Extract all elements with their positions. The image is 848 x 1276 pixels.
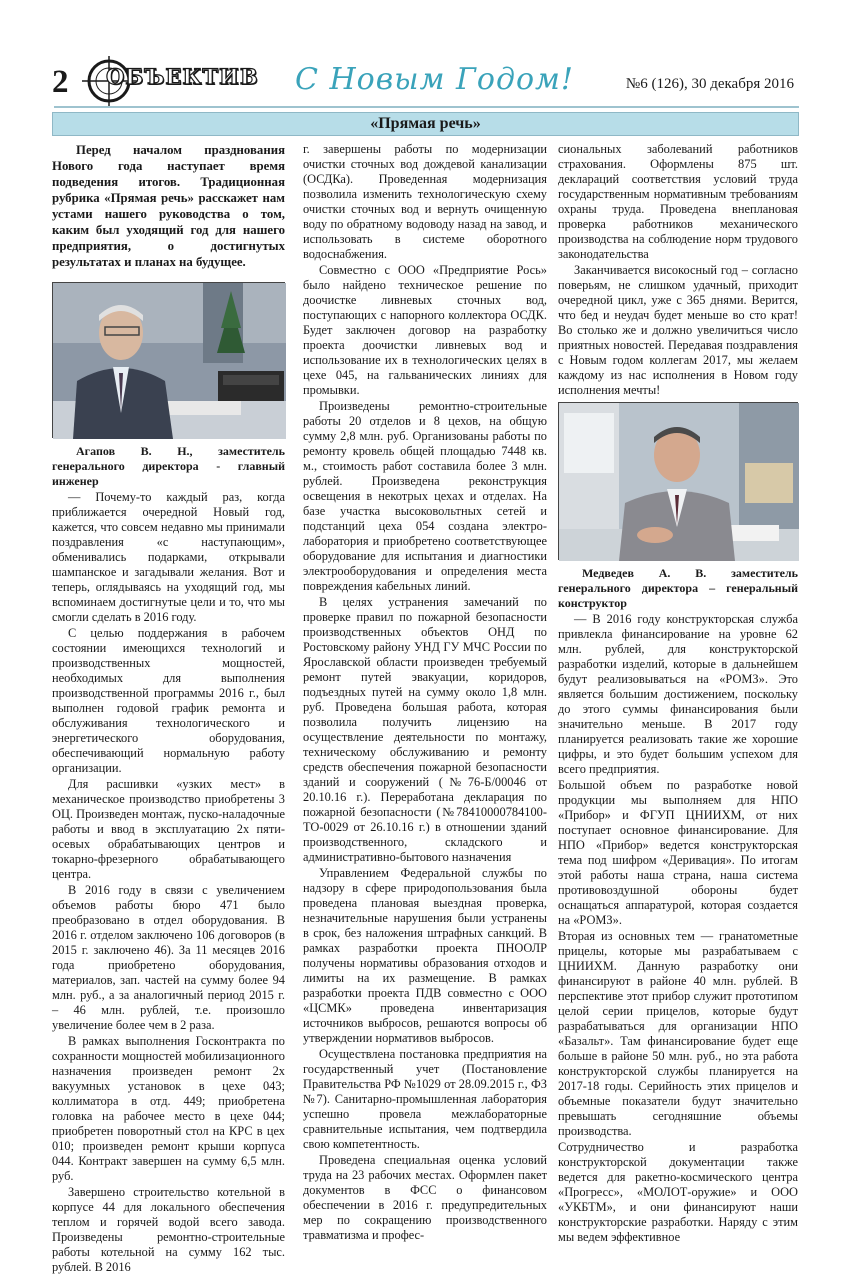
newspaper-logo xyxy=(76,56,286,104)
rubric-title: «Прямая речь» xyxy=(370,115,481,132)
col3-paragraph: Заканчивается високосный год – согласно поверьям, не слишком удачный, приходит очередной цикл, уже с 365 днями. Верится, что бед и неудач будет меньше во сто крат! Во столько же и должно увеличиться число приятных новостей. Передавая поздравления с Новым годом коллегам 2017, мы желаем каждому из нас исполнения в Новом году исполнения мечты! xyxy=(558,263,798,397)
photo-medvedev xyxy=(558,402,798,560)
col2-paragraph: Совместно с ООО «Предприятие Рось» было найдено техническое решение по доочистке ливневых сточных вод, поступающих с напорного коллектора ОСДК. Будет заключен договор на разработку проекта доочистки ливневых вод и использование их в технологических целях в цехе 045, на гальванических линиях для промывки. xyxy=(303,263,547,397)
col1-paragraph: Завершено строительство котельной в корпусе 44 для локального обеспечения теплом и горячей водой всего завода. Произведены ремонтно-строительные работы котельной на сумму 162 тыс. рублей. В 2016 xyxy=(52,1185,285,1274)
col1-paragraph: В 2016 году в связи с увеличением объемов работы бюро 471 было преобразовано в отдел оборудования. В 2016 г. отделом заключено 106 договоров (в 2015 г. заключено 46). За 11 месяцев 2016 года приобретено оборудования, материалов, зап. частей на сумму более 94 млн. руб., а за аналогичный период 2015 г. – 46 млн. рублей, т.е. произошло увеличение более чем в 2 раза. xyxy=(52,883,285,1032)
col2-paragraph: Проведена специальная оценка условий труда на 23 рабочих местах. Оформлен пакет документов в ФСС о финансовом обеспечении в 2016 г. предупредительных мер по сокращению производственного травматизма и профес- xyxy=(303,1153,547,1242)
column-1 xyxy=(52,142,285,1276)
intro-text: Перед началом празднования Нового года наступает время подведения итогов. Традиционная рубрика «Прямая речь» расскажет нам устами нашего руководства о том, каким был уходящий год для нашего предприятия, о достигнутых результатах и планах на будущее. xyxy=(52,143,285,269)
column-3 xyxy=(558,142,798,1246)
col3-paragraph: Большой объем по разработке новой продукции мы выполняем для НПО «Прибор» и ФГУП ЦНИИХМ, от них поступает основное финансирование. Для НПО «Прибор» ведется конструкторская тема под шифром «Деривация». По итогам этой работы наша страна, наша система противовоздушной обороны будет оснащаться аппаратурой, которая создается на «РОМЗ». xyxy=(558,778,798,927)
page-number: 2 xyxy=(52,64,69,100)
col2-paragraph: г. завершены работы по модернизации очистки сточных вод дождевой канализации (ОСДКа). Проведенная модернизация позволила изменить технологическую схему очистки сточных вод и вернуть очищенную воду по обратному водоводу назад на завод, и использовать в системе оборотного водоснабжения. xyxy=(303,142,547,261)
col1-paragraph: С целью поддержания в рабочем состоянии имеющихся технологий и производственных мощностей, необходимых для выполнения производственной программы 2016 г., был выполнен годовой график ремонта и обслуживания технологического и энергетического оборудования, обеспечивающий нормальную работу организации. xyxy=(52,626,285,775)
issue-info: №6 (126), 30 декабря 2016 xyxy=(625,76,794,92)
header-rule xyxy=(54,106,799,108)
photo1-caption: Агапов В. Н., заместитель генерального директора - главный инженер xyxy=(52,444,285,488)
col3-paragraph: Сотрудничество и разработка конструкторской документации также ведется для ракетно-космического центра «Прогресс», «МОЛОТ-оружие» и ООО «УКБТМ», и они финансируют наши конструкторские разработки. Наряду с этим мы ведем эффективное xyxy=(558,1140,798,1244)
col1-paragraph: Для расшивки «узких мест» в механическое производство приобретены 3 ОЦ. Произведен монтаж, пуско-наладочные работы и ввод в эксплуатацию 2х пяти-осевых обрабатывающих центров и токарно-фрезерного обрабатывающего центра. xyxy=(52,777,285,881)
photo2-caption: Медведев А. В. заместитель генерального директора – генеральный конструктор xyxy=(558,566,798,610)
intro-lead xyxy=(52,142,285,270)
logo-text: ОБЪЕКТИВ xyxy=(106,64,259,89)
col1-paragraph: В рамках выполнения Госконтракта по сохранности мощностей мобилизационного назначения произведен ремонт 2х вакуумных установок в цехе 043; коллиматора в отд. 449; приобретена головка на рабочее место в цехе 044; приобретен поворотный стол на КРС в цех 010; произведен ремонт крыши корпуса 044. Контракт завершен на сумму 6,5 млн. руб. xyxy=(52,1034,285,1183)
col1-paragraph: — Почему-то каждый раз, когда приближается очередной Новый год, кажется, что совсем недавно мы принимали поздравления «с наступающим», обменивались подарками, открывали шампанское и загадывали желания. Вот и теперь, оглядываясь на уходящий год, мы вспоминаем достигнутые цели и то, что мы смогли сделать в 2016 году. xyxy=(52,490,285,624)
col2-paragraph: Управлением Федеральной службы по надзору в сфере природопользования была проведена плановая выездная проверка, незначительные нарушения были устранены в срок, без наложения штрафных санкций. В рамках разработки проекта ПНООЛР получены нормативы образования отходов и лимиты на их размещение. В рамках разработки проекта ПДВ совместно с ООО «ЦСМК» проведена инвентаризация источников выбросов, решаются вопросы об утверждении нормативов выбросов. xyxy=(303,866,547,1045)
col2-paragraph: Произведены ремонтно-строительные работы 20 отделов и 8 цехов, на общую сумму 2,8 млн. руб. Организованы работы по ремонту кровель общей площадью 7448 кв. м., стоимость работ составила более 3 млн. рублей. Произведена реконструкция освещения в некотрых цехах и отделах. На базе участка высоковольтных сетей и подстанций цеха 054 создана электро-лаборатория и приобретено соответствующее оборудование для испытания и диагностики электрооборудования и определения места повреждения кабельных линий. xyxy=(303,399,547,593)
page-header xyxy=(52,56,800,108)
col2-paragraph: В целях устранения замечаний по проверке правил по пожарной безопасности производственных объектов ОНД по Ростовскому району УНД ГУ МЧС России по Ярославской области произведен требуемый ремонт путей эвакуации, коридоров, подъездных путей на сумму около 1,8 млн. руб. Проведена большая работа, которая позволила получить лицензию на осуществление деятельности по монтажу, техническому обслуживанию и ремонту средств обеспечения пожарной безопасности зданий и сооружений (№76-Б/00046 от 20.10.16 г.). Переработана декларация по пожарной безопасности (№78410000784100-ТО-0029 от 26.10.16 г.) в отношении зданий производственного, складского и административно-бытового назначения xyxy=(303,595,547,864)
rubric-bar xyxy=(52,112,799,136)
photo-agapov xyxy=(52,282,285,438)
col2-paragraph: Осуществлена постановка предприятия на государственный учет (Постановление Правительства РФ №1029 от 28.09.2015 г., ФЗ №7). Санитарно-промышленная лаборатория успешно провела межлабораторные сравнительные испытания, чем подтвердила свою компетентность. xyxy=(303,1047,547,1151)
col3-paragraph: сиональных заболеваний работников страхования. Оформлены 875 шт. деклараций соответствия условий труда государственным нормативным требованиям охраны труда. Проведена внеплановая проверка работников механического производства на соблюдение норм трудового законодательства xyxy=(558,142,798,261)
col3-paragraph: Вторая из основных тем — гранатометные прицелы, которые мы разрабатываем с ЦНИИХМ. Данную разработку они финансируют в районе 40 млн. рублей. В перспективе этот прибор служит прототипом целой серии прицелов, которые будут разрабатываться для организации НПО «Базальт». Там финансирование будет еще больше в районе 50 млн. руб., но эта работа конструкторской службы планируется на 2017-18 годы. Серийность этих прицелов и объемные показатели будут значительно превышать сегодняшние объемы производства. xyxy=(558,929,798,1138)
portrait-photo-icon xyxy=(53,283,286,439)
greeting-headline: С Новым Годом! xyxy=(295,62,574,97)
portrait-photo-icon xyxy=(559,403,799,561)
col3-paragraph: — В 2016 году конструкторская служба привлекла финансирование на уровне 62 млн. рублей, для конструкторской разработки изделий, которые в дальнейшем будут реализовываться на «РОМЗ». Это является большим достижением, поскольку до этого суммы финансирования были значительно меньше. В 2017 году планируется реализовать такие же хорошие цифры, и это будет большим успехом для всего предприятия. xyxy=(558,612,798,776)
column-2 xyxy=(303,142,547,1244)
